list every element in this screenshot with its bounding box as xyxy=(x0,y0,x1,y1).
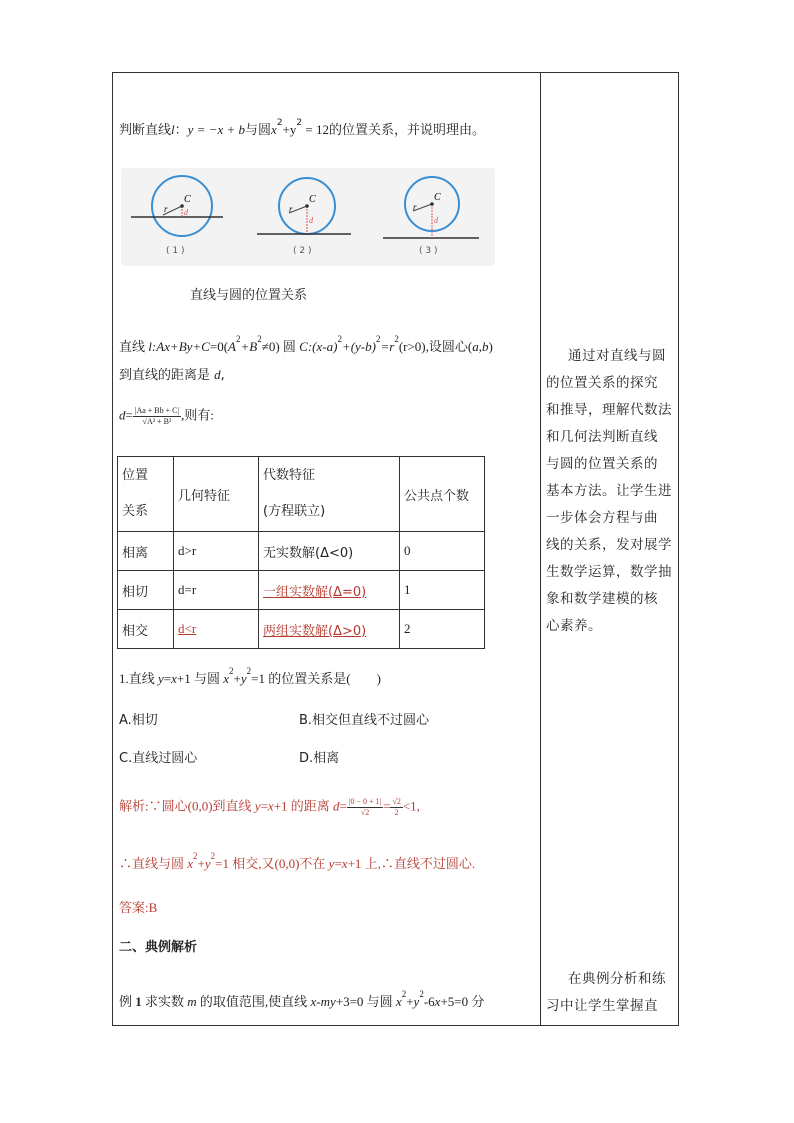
note-line: 生数学运算，数学抽 xyxy=(546,564,672,580)
table-cell: d=r xyxy=(174,571,259,610)
lesson-table xyxy=(112,72,679,1026)
exp: 2 xyxy=(394,334,399,344)
general-line-2 xyxy=(119,366,225,385)
text: , xyxy=(220,368,225,383)
label-c-1: C xyxy=(184,194,191,205)
text: C:(x-a) xyxy=(299,339,338,354)
note-line: 基本方法。让学生进 xyxy=(546,483,672,499)
table-row xyxy=(118,610,485,649)
text: d xyxy=(214,367,221,382)
table-header-row xyxy=(118,457,485,532)
header-cell: 公共点个数 xyxy=(400,457,485,532)
text: a,b xyxy=(472,339,489,354)
text: 到直线的距离是 xyxy=(119,368,215,383)
section-2-heading: 二、典例解析 xyxy=(119,940,198,955)
exp: 2 xyxy=(246,666,252,676)
text: = xyxy=(339,798,347,814)
note-line: 象和数学建模的核 xyxy=(546,591,658,607)
table-row xyxy=(118,571,485,610)
table-cell: 0 xyxy=(400,532,485,571)
text: x xyxy=(341,856,348,871)
table-cell: 无实数解(Δ<0) xyxy=(259,532,400,571)
figure-svg xyxy=(121,168,495,266)
teaching-note-1 xyxy=(546,343,674,640)
caption-1: ( 1 ) xyxy=(166,246,185,256)
text: 1.直线 xyxy=(119,671,159,686)
text: -6 xyxy=(423,994,435,1009)
exp: 2 xyxy=(193,851,198,861)
header-cell xyxy=(118,457,174,532)
label-d-2: d xyxy=(309,216,313,225)
position-relation-table xyxy=(117,456,485,649)
distance-formula xyxy=(119,406,214,427)
text: +1 与圆 xyxy=(176,671,224,686)
option-a: A.相切 xyxy=(119,713,158,728)
text: y xyxy=(240,671,247,686)
note-line: 在典例分析和练 xyxy=(568,971,666,987)
text: =r xyxy=(380,339,395,354)
underlined-answer: 两组实数解(Δ>0) xyxy=(263,623,367,639)
underlined-answer: 一组实数解(Δ=0) xyxy=(263,584,367,600)
option-b: B.相交但直线不过圆心 xyxy=(299,713,430,728)
header-line: 位置 xyxy=(122,468,149,483)
text: y xyxy=(158,671,164,686)
header-line: 代数特征 xyxy=(263,468,316,483)
underlined-answer: d<r xyxy=(178,621,197,636)
denominator: 2 xyxy=(394,808,399,817)
text: x xyxy=(434,994,441,1009)
text: +1 的距离 xyxy=(273,798,334,814)
exp: 2 xyxy=(276,118,283,128)
text: =1 相交,又(0,0)不在 xyxy=(215,856,329,871)
denominator: √2 xyxy=(360,808,370,817)
table-cell xyxy=(259,571,400,610)
note-line: 和推导，理解代数法 xyxy=(546,402,672,418)
text: y xyxy=(328,856,335,871)
teaching-note-2 xyxy=(546,966,674,1020)
table-row xyxy=(118,532,485,571)
text: x xyxy=(171,671,177,686)
text: my xyxy=(320,994,336,1009)
text: +3=0 与圆 xyxy=(335,994,396,1009)
text: +(y-b) xyxy=(341,339,376,354)
circle-line-figure xyxy=(121,168,495,266)
problem-statement xyxy=(119,118,485,141)
text: l:Ax+By+C xyxy=(148,339,210,354)
label-c-3: C xyxy=(434,192,441,203)
text: = xyxy=(163,671,172,686)
text: =0( xyxy=(209,339,229,354)
text: + xyxy=(233,671,241,686)
text: +1 上,∴直线不过圆心. xyxy=(347,856,476,871)
text: d xyxy=(333,798,340,814)
text: 解析:∵圆心(0,0)到直线 xyxy=(119,798,255,814)
text: (r>0),设圆心( xyxy=(398,339,473,354)
line-l: l xyxy=(171,122,175,137)
figure-panel-2 xyxy=(257,178,351,256)
label-r-2: r xyxy=(289,204,293,214)
caption-2: ( 2 ) xyxy=(293,246,312,256)
text: d xyxy=(119,407,126,423)
text: ,则有: xyxy=(181,407,214,423)
text: = xyxy=(125,407,133,423)
problem-mid: 与圆 xyxy=(245,123,272,138)
table-cell xyxy=(174,610,259,649)
text: m xyxy=(187,994,197,1009)
header-line: (方程联立) xyxy=(263,504,326,519)
table-cell: 相交 xyxy=(118,610,174,649)
distance-fraction xyxy=(133,406,181,427)
answer: 答案:B xyxy=(119,900,158,915)
note-line: 的位置关系的探究 xyxy=(546,375,658,391)
problem-prefix: 判断直线 xyxy=(119,123,172,138)
text: = xyxy=(334,856,342,871)
text: + xyxy=(406,994,414,1009)
exp: 2 xyxy=(401,989,407,999)
label-c-2: C xyxy=(309,194,316,205)
note-line: 心素养。 xyxy=(546,618,602,634)
note-line: 一步体会方程与曲 xyxy=(546,510,658,526)
text: x xyxy=(267,798,274,814)
text: = xyxy=(260,798,268,814)
exp: 2 xyxy=(210,851,216,861)
note-line: 和几何法判断直线 xyxy=(546,429,658,445)
circle-eq-y: +y xyxy=(282,122,297,137)
text: 直线 xyxy=(119,339,149,354)
text: 求实数 xyxy=(141,994,188,1009)
text: x xyxy=(310,994,317,1009)
line-equation: y = −x + b xyxy=(187,122,246,137)
exp: 2 xyxy=(375,334,381,344)
option-d: D.相离 xyxy=(299,751,340,766)
numerator: |Aa + Bb + C| xyxy=(134,406,180,415)
text: + xyxy=(197,856,205,871)
figure-panel-3 xyxy=(383,177,479,256)
text: x xyxy=(395,994,402,1009)
colon: ： xyxy=(174,123,188,138)
text: ) xyxy=(488,339,493,354)
problem-suffix: 的位置关系，并说明理由。 xyxy=(328,123,485,138)
text: x xyxy=(223,671,230,686)
exp: 2 xyxy=(419,989,424,999)
text: = xyxy=(383,798,391,814)
text: A xyxy=(228,339,236,354)
table-cell: 相离 xyxy=(118,532,174,571)
exp: 2 xyxy=(235,334,241,344)
header-line: 关系 xyxy=(122,504,149,519)
circle-eq-rhs: = 12 xyxy=(302,122,329,137)
numerator: √2 xyxy=(392,797,401,806)
solution-fraction-1 xyxy=(347,797,383,818)
note-line: 通过对直线与圆 xyxy=(568,348,666,364)
exp: 2 xyxy=(296,118,303,128)
label-d-3: d xyxy=(434,216,438,225)
exp: 2 xyxy=(229,666,234,676)
numerator: |0 − 0 + 1| xyxy=(348,797,382,806)
exp: 2 xyxy=(257,334,262,344)
text: 1 xyxy=(135,994,142,1009)
text: =1 的位置关系是( ) xyxy=(251,671,381,686)
general-line-1 xyxy=(119,334,493,357)
solution-line-1 xyxy=(119,797,420,818)
text: y xyxy=(413,994,420,1009)
caption-3: ( 3 ) xyxy=(419,246,438,256)
text: <1, xyxy=(402,798,420,814)
label-d-1: d xyxy=(184,208,188,217)
example-1 xyxy=(119,989,485,1012)
text: y xyxy=(254,798,261,814)
table-cell: 相切 xyxy=(118,571,174,610)
label-r-1: r xyxy=(164,204,168,214)
text: ∴直线与圆 xyxy=(119,856,188,871)
text: +B xyxy=(240,339,258,354)
question-1 xyxy=(119,666,381,689)
text: ≠0) 圆 xyxy=(261,339,300,354)
denominator: √A² + B² xyxy=(142,417,172,426)
header-cell: 几何特征 xyxy=(174,457,259,532)
column-divider xyxy=(540,73,541,1025)
solution-fraction-2 xyxy=(390,797,402,818)
text: +5=0 分 xyxy=(440,994,485,1009)
note-line: 与圆的位置关系的 xyxy=(546,456,658,472)
table-cell: 1 xyxy=(400,571,485,610)
header-cell xyxy=(259,457,400,532)
note-line: 线的关系，发对展学 xyxy=(546,537,672,553)
option-c: C.直线过圆心 xyxy=(119,751,198,766)
circle-eq-x: x xyxy=(271,122,277,137)
table-cell xyxy=(259,610,400,649)
table-cell: d>r xyxy=(174,532,259,571)
text: - xyxy=(316,994,321,1009)
label-r-3: r xyxy=(413,202,417,212)
table-cell: 2 xyxy=(400,610,485,649)
text: y xyxy=(204,856,211,871)
text: 的取值范围,使直线 xyxy=(196,994,311,1009)
figure-panel-1 xyxy=(131,176,223,256)
solution-line-2 xyxy=(119,851,476,874)
text: 例 xyxy=(119,994,136,1009)
note-line: 习中让学生掌握直 xyxy=(546,998,658,1014)
exp: 2 xyxy=(337,334,342,344)
figure-section-caption: 直线与圆的位置关系 xyxy=(190,288,308,303)
text: x xyxy=(187,856,194,871)
